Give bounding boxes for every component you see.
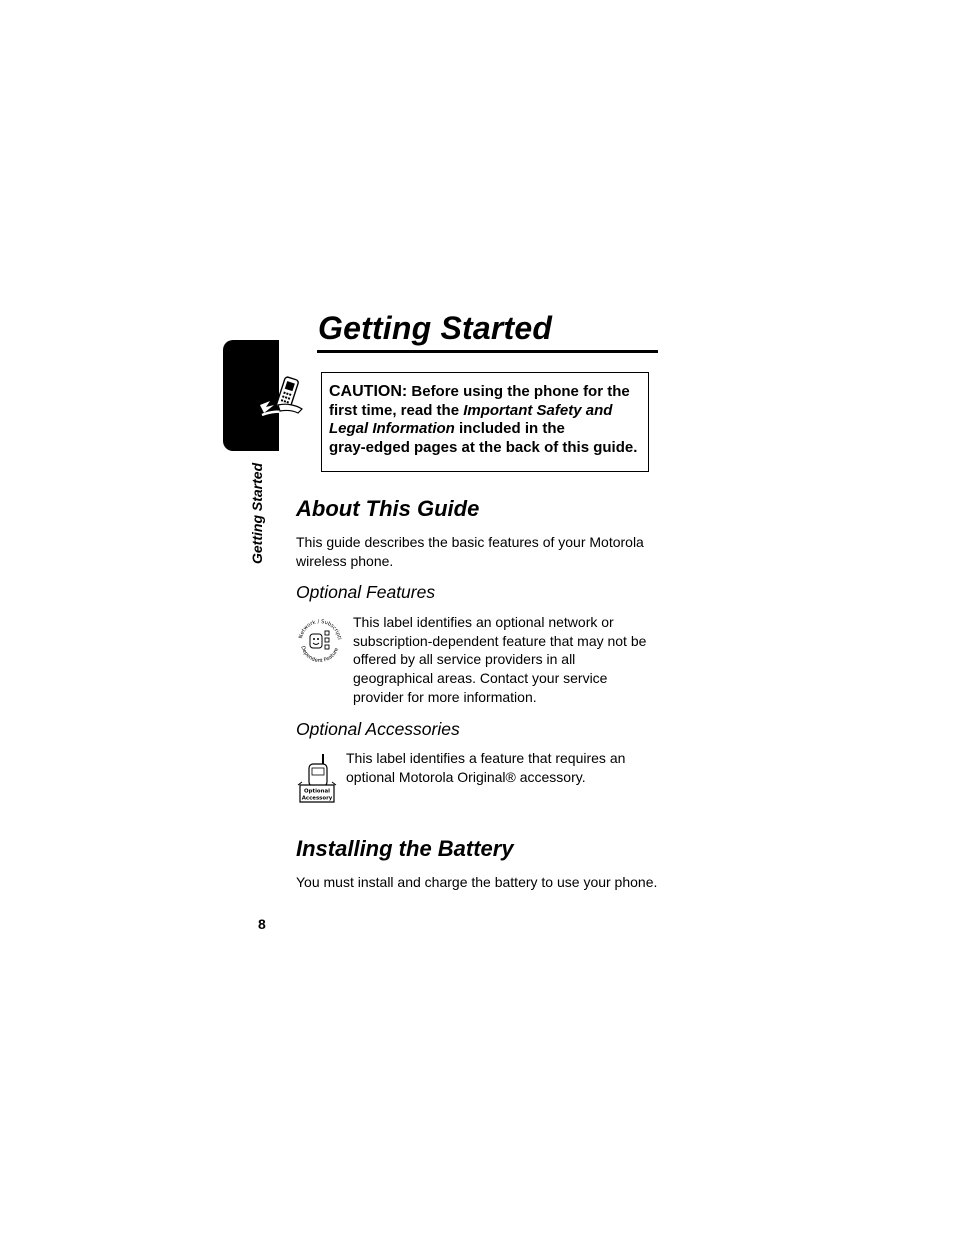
network-icon-text-top: Network / Subscripti: [298, 618, 342, 641]
optional-features-heading: Optional Features: [296, 582, 436, 602]
side-tab-label: Getting Started: [249, 462, 265, 564]
network-subscription-feature-icon: [296, 617, 344, 665]
optional-accessories-heading: Optional Accessories: [296, 719, 460, 739]
optional-accessory-icon: [297, 752, 337, 808]
caution-box: [321, 372, 649, 472]
caution-text-line4: gray-edged pages at the back of this guide.: [329, 439, 638, 457]
about-guide-heading: About This Guide: [296, 496, 480, 521]
page-number: 8: [258, 916, 266, 932]
caution-text-line3: included in the: [459, 420, 565, 438]
phone-in-hand-icon: [256, 375, 306, 421]
network-icon-text-bottom: Dependent Feature: [299, 645, 341, 665]
page-title: Getting Started: [318, 310, 553, 346]
safety-document-title: Important Safety and Legal Information: [329, 401, 613, 438]
installing-battery-text: You must install and charge the battery to use your phone.: [296, 874, 658, 890]
title-rule: [317, 350, 658, 353]
optional-features-text: This label identifies an optional network or subscription-dependent feature that may not be offered by all service providers in all geographical areas. Contact your service provider for more information.: [353, 614, 647, 705]
caution-label: CAUTION:: [329, 383, 408, 400]
installing-battery-heading: Installing the Battery: [296, 836, 514, 861]
caution-text-line1: Before using the phone for the: [411, 383, 630, 400]
about-guide-text: This guide describes the basic features of your Motorola wireless phone.: [296, 534, 644, 569]
accessory-icon-text-line1: Optional: [304, 788, 330, 795]
caution-text-line2: first time, read the: [329, 401, 460, 419]
accessory-icon-text-line2: Accessory: [301, 795, 333, 802]
optional-accessories-text: This label identifies a feature that requires an optional Motorola Original® accessory.: [346, 750, 626, 785]
